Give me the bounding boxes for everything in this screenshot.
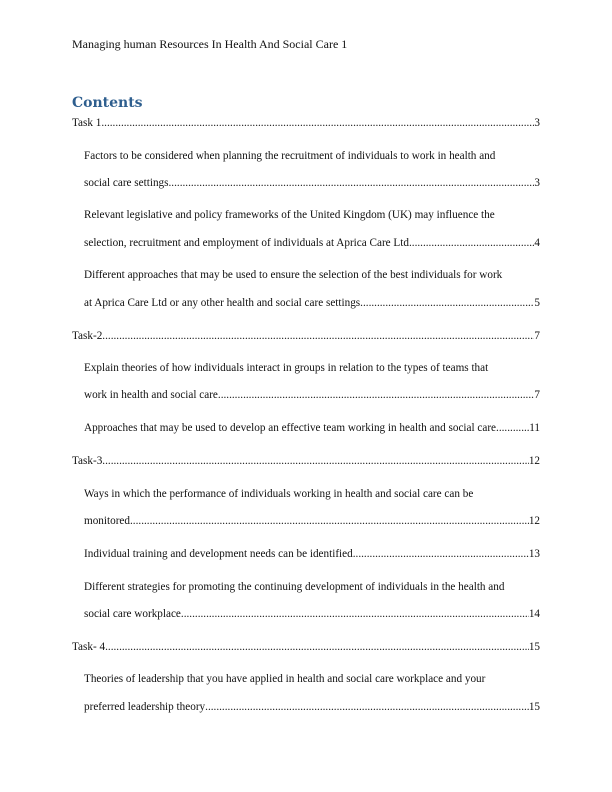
toc-heading: Contents bbox=[72, 95, 143, 111]
dot-leader bbox=[101, 116, 534, 130]
toc-page-number: 4 bbox=[534, 237, 540, 249]
toc-entry-line1: Explain theories of how individuals interact in groups in relation to the types of teams that bbox=[84, 362, 489, 374]
toc-page-number: 15 bbox=[528, 641, 540, 653]
toc-entry-task-1[interactable] bbox=[72, 116, 540, 130]
toc-entry-development-strategies[interactable] bbox=[84, 607, 540, 621]
toc-entry-label: preferred leadership theory bbox=[84, 701, 206, 713]
toc-entry-label: selection, recruitment and employment of individuals at Aprica Care Ltd. bbox=[84, 237, 412, 249]
running-header: Managing human Resources In Health And Social Care 1 bbox=[72, 37, 348, 51]
toc-page-number: 7 bbox=[534, 389, 540, 401]
toc-entry-label: Task-3 bbox=[72, 455, 103, 467]
dot-leader bbox=[102, 329, 534, 343]
toc-entry-label: Task-2 bbox=[72, 330, 103, 342]
toc-page-number: 5 bbox=[534, 297, 540, 309]
toc-entry-task-3[interactable] bbox=[72, 454, 540, 468]
toc-entry-line1: Different strategies for promoting the continuing development of individuals in the health and bbox=[84, 581, 505, 593]
dot-leader bbox=[353, 547, 529, 561]
dot-leader bbox=[102, 454, 529, 468]
toc-entry-legislative-frameworks[interactable] bbox=[84, 236, 540, 250]
dot-leader bbox=[105, 640, 529, 654]
toc-entry-leadership-theories[interactable] bbox=[84, 700, 540, 714]
dot-leader bbox=[205, 700, 529, 714]
dot-leader bbox=[181, 607, 529, 621]
toc-entry-selection-approaches[interactable] bbox=[84, 296, 540, 310]
toc-entry-label: Task- 4 bbox=[72, 641, 106, 653]
toc-page-number: 12 bbox=[528, 455, 540, 467]
toc-entry-training-needs[interactable] bbox=[84, 547, 540, 561]
toc-entry-label: social care settings bbox=[84, 177, 169, 189]
toc-entry-label: Individual training and development needs can be identified bbox=[84, 548, 353, 560]
toc-entry-label: work in health and social care bbox=[84, 389, 218, 401]
dot-leader bbox=[169, 176, 535, 190]
toc-entry-line1: Theories of leadership that you have applied in health and social care workplace and your bbox=[84, 673, 486, 685]
toc-entry-recruitment-factors[interactable] bbox=[84, 176, 540, 190]
toc-page-number: 7 bbox=[534, 330, 540, 342]
toc-entry-line1: Ways in which the performance of individuals working in health and social care can be bbox=[84, 488, 474, 500]
toc-entry-team-working[interactable] bbox=[84, 421, 540, 435]
toc-page-number: 11 bbox=[529, 422, 540, 434]
toc-entry-line1: Factors to be considered when planning the recruitment of individuals to work in health and bbox=[84, 150, 496, 162]
dot-leader bbox=[496, 421, 529, 435]
dot-leader bbox=[130, 514, 529, 528]
toc-page-number: 3 bbox=[534, 177, 540, 189]
toc-entry-label: at Aprica Care Ltd or any other health and social care settings bbox=[84, 297, 361, 309]
toc-page-number: 3 bbox=[534, 117, 540, 129]
toc-entry-task-2[interactable] bbox=[72, 329, 540, 343]
dot-leader bbox=[412, 236, 535, 250]
toc-entry-line1: Different approaches that may be used to ensure the selection of the best individuals for work bbox=[84, 269, 503, 281]
toc-page-number: 14 bbox=[528, 608, 540, 620]
dot-leader bbox=[360, 296, 534, 310]
toc-entry-group-theories[interactable] bbox=[84, 388, 540, 402]
toc-entry-performance-monitoring[interactable] bbox=[84, 514, 540, 528]
toc-page-number: 12 bbox=[528, 515, 540, 527]
toc-entry-label: social care workplace bbox=[84, 608, 181, 620]
toc-entry-task-4[interactable] bbox=[72, 640, 540, 654]
toc-entry-label: monitored bbox=[84, 515, 130, 527]
dot-leader bbox=[218, 388, 535, 402]
toc-entry-line1: Relevant legislative and policy frameworks of the United Kingdom (UK) may influence the bbox=[84, 209, 495, 221]
toc-page-number: 15 bbox=[528, 701, 540, 713]
toc-entry-label: Task 1 bbox=[72, 117, 102, 129]
toc-page-number: 13 bbox=[528, 548, 540, 560]
toc-entry-label: Approaches that may be used to develop an effective team working in health and social care bbox=[84, 422, 497, 434]
